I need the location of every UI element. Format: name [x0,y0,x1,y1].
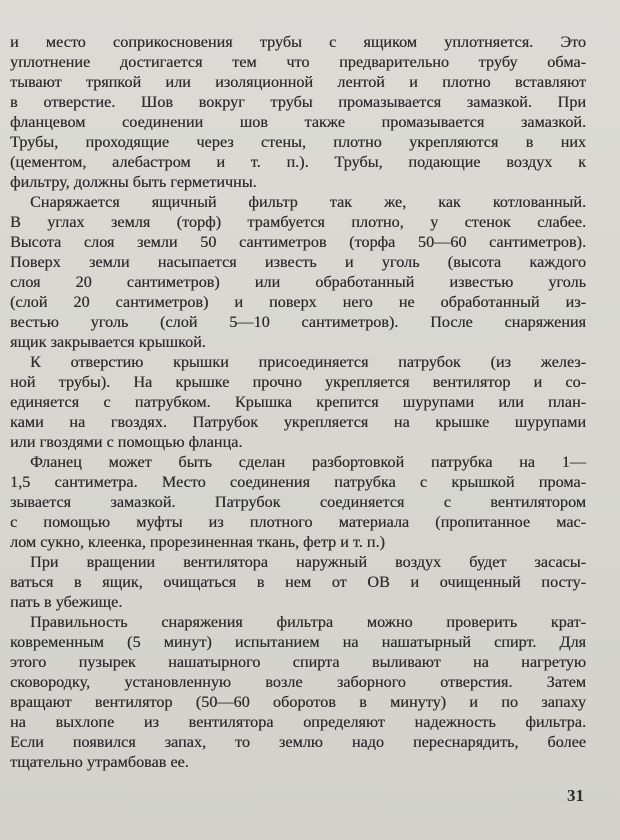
text-line: Если появился запах, то землю надо переснарядить, более [10,733,586,751]
text-line: В углах земля (торф) трамбуется плотно, у стенок слабее. [10,213,586,231]
paragraph-1 [10,32,586,192]
text-line: ковременным (5 минут) испытанием на нашатырный спирт. Для [10,633,586,651]
text-line: в отверстие. Шов вокруг трубы промазывается замазкой. При [10,93,586,111]
paragraph-5 [10,552,586,612]
text-line: вестью уголь (слой 5—10 сантиметров). После снаряжения [10,313,586,331]
page-body-text [10,32,586,772]
text-line: зывается замазкой. Патрубок соединяется с вентилятором [10,493,586,511]
text-line: слоя 20 сантиметров) или обработанный известью уголь [10,273,586,291]
text-line: ящик закрывается крышкой. [10,333,206,351]
text-line: и место соприкосновения трубы с ящиком уплотняется. Это [10,33,586,51]
text-line: Снаряжается ящичный фильтр так же, как котлованный. [30,193,586,211]
text-line: фланцевом соединении шов также промазывается замазкой. [10,113,586,131]
text-line: Фланец может быть сделан разбортовкой патрубка на 1— [30,453,586,471]
text-line: уплотнение достигается тем что предварительно трубу обма- [10,53,586,71]
text-line: этого пузырек нашатырного спирта выливают на нагретую [10,653,586,671]
text-line: сковородку, установленную возле заборного отверстия. Затем [10,673,586,691]
text-line: Трубы, проходящие через стены, плотно укрепляются в них [10,133,586,151]
page-number: 31 [567,786,584,805]
text-line: (слой 20 сантиметров) и поверх него не обработанный из- [10,293,586,311]
text-line: вращают вентилятор (50—60 оборотов в минуту) и по запаху [10,693,586,711]
text-line: ваться в ящик, очищаться в нем от ОВ и очищенный посту- [10,573,586,591]
text-line: Высота слоя земли 50 сантиметров (торфа 50—60 сантиметров). [10,233,586,251]
text-line: тывают тряпкой или изоляционной лентой и плотно вставляют [10,73,586,91]
text-line: При вращении вентилятора наружный воздух будет засасы- [30,553,586,571]
text-line: (цементом, алебастром и т. п.). Трубы, подающие воздух к [10,153,586,171]
text-line: фильтру, должны быть герметичны. [10,173,257,191]
text-line: тщательно утрамбовав ее. [10,753,189,771]
paragraph-6 [10,612,586,772]
text-line: К отверстию крышки присоединяется патрубок (из желез- [30,353,586,371]
text-line: 1,5 сантиметра. Место соединения патрубка с крышкой прома- [10,473,586,491]
paragraph-4 [10,452,586,552]
paragraph-3 [10,352,586,452]
text-line: Правильность снаряжения фильтра можно проверить крат- [30,613,586,631]
paragraph-2 [10,192,586,352]
text-line: ной трубы). На крышке прочно укрепляется вентилятор и со- [10,373,586,391]
text-line: единяется с патрубком. Крышка крепится шурупами или план- [10,393,586,411]
text-line: лом сукно, клеенка, прорезиненная ткань, фетр и т. п.) [10,533,385,551]
text-line: Поверх земли насыпается известь и уголь (высота каждого [10,253,586,271]
text-line: ками на гвоздях. Патрубок укрепляется на крышке шурупами [10,413,586,431]
text-line: пать в убежище. [10,593,123,611]
text-line: на выхлопе из вентилятора определяют надежность фильтра. [10,713,586,731]
text-line: или гвоздями с помощью фланца. [10,433,243,451]
text-line: с помощью муфты из плотного материала (пропитанное мас- [10,513,586,531]
